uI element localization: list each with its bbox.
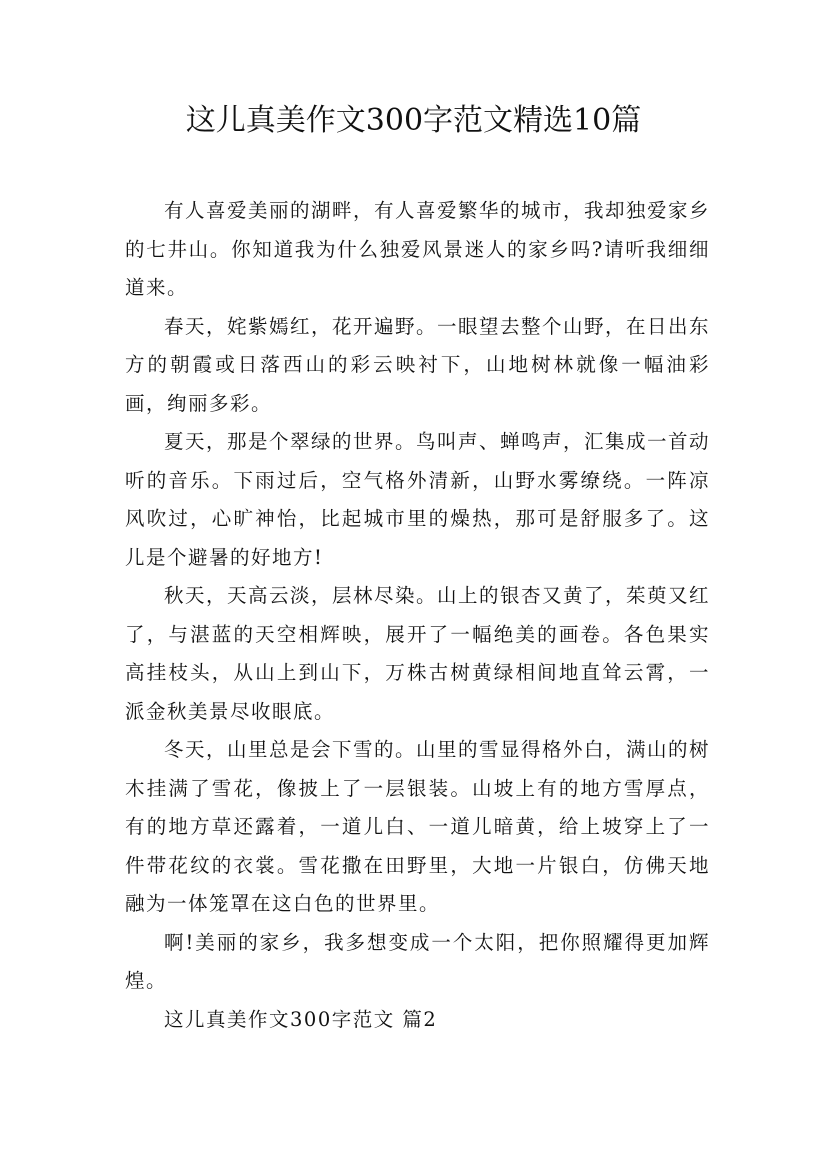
paragraph-conclusion: 啊!美丽的家乡，我多想变成一个太阳，把你照耀得更加辉煌。 bbox=[125, 930, 710, 992]
paragraph-intro: 有人喜爱美丽的湖畔，有人喜爱繁华的城市，我却独爱家乡的七井山。你知道我为什么独爱风景迷人的家乡吗?请听我细细道来。 bbox=[125, 199, 711, 299]
section-heading: 这儿真美作文300字范文 篇2 bbox=[164, 1007, 438, 1031]
paragraph-autumn: 秋天，天高云淡，层林尽染。山上的银杏又黄了，茱萸又红了，与湛蓝的天空相辉映，展开了一幅绝美的画卷。各色果实高挂枝头，从山上到山下，万株古树黄绿相间地直耸云霄，一派金秋美景尽收眼底。 bbox=[125, 584, 711, 723]
paragraph-summer: 夏天，那是个翠绿的世界。鸟叫声、蝉鸣声，汇集成一首动听的音乐。下雨过后，空气格外清新，山野水雾缭绕。一阵凉风吹过，心旷神怡，比起城市里的燥热，那可是舒服多了。这儿是个避暑的好地方! bbox=[125, 430, 711, 569]
document-body bbox=[125, 192, 710, 1039]
document-title: 这儿真美作文300字范文精选10篇 bbox=[185, 103, 642, 138]
paragraph-spring: 春天，姹紫嫣红，花开遍野。一眼望去整个山野，在日出东方的朝霞或日落西山的彩云映衬下，山地树林就像一幅油彩画，绚丽多彩。 bbox=[125, 314, 711, 415]
paragraph-winter: 冬天，山里总是会下雪的。山里的雪显得格外白，满山的树木挂满了雪花，像披上了一层银装。山坡上有的地方雪厚点，有的地方草还露着，一道儿白、一道儿暗黄，给上坡穿上了一件带花纹的衣裳。雪花撒在田野里，大地一片银白，仿佛天地融为一体笼罩在这白色的世界里。 bbox=[125, 738, 711, 915]
